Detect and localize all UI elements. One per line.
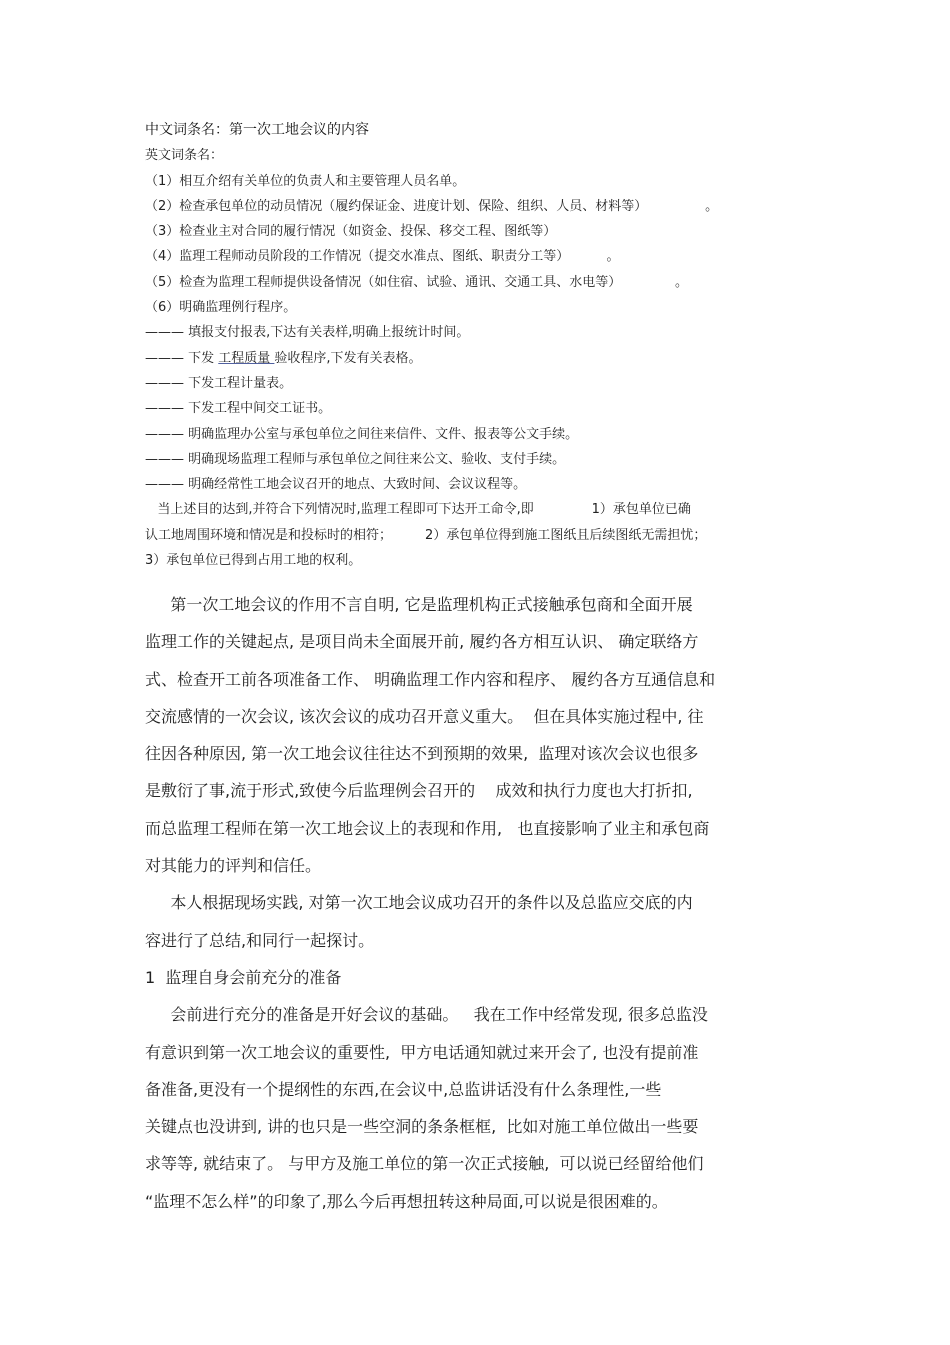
dash-item: ——— 明确经常性工地会议召开的地点、大致时间、会议议程等。: [145, 477, 527, 493]
body-line: 本人根据现场实践, 对第一次工地会议成功召开的条件以及总监应交底的内: [145, 893, 693, 913]
dash-item: ——— 明确监理办公室与承包单位之间往来信件、文件、报表等公文手续。: [145, 426, 579, 442]
body-line: 关键点也没讲到, 讲的也只是一些空洞的条条框框, 比如对施工单位做出一些要: [145, 1117, 699, 1137]
conditions-line: 认工地周围环境和情况是和投标时的相符； 2）承包单位得到施工图纸且后续图纸无需担忧；: [145, 527, 707, 543]
conditions-line: 3）承包单位已得到占用工地的权利。: [145, 553, 362, 569]
entry-title-en: 英文词条名：: [145, 148, 224, 164]
quality-link[interactable]: 工程质量: [218, 350, 275, 366]
outline-section: [145, 118, 825, 573]
body-line: 交流感情的一次会议, 该次会议的成功召开意义重大。 但在具体实施过程中, 往: [145, 706, 704, 726]
body-line: 备准备,更没有一个提纲性的东西,在会议中,总监讲话没有什么条理性,一些: [145, 1079, 662, 1099]
body-line: 监理工作的关键起点, 是项目尚未全面展开前, 履约各方相互认识、 确定联络方: [145, 632, 699, 652]
body-line: 第一次工地会议的作用不言自明, 它是监理机构正式接触承包商和全面开展: [145, 595, 693, 614]
list-item: （4）监理工程师动员阶段的工作情况（提交水准点、图纸、职责分工等） 。: [145, 249, 620, 265]
body-line: 有意识到第一次工地会议的重要性, 甲方电话通知就过来开会了, 也没有提前准: [145, 1042, 699, 1062]
section-heading: 1 监理自身会前充分的准备: [145, 967, 342, 987]
body-line: 求等等, 就结束了。 与甲方及施工单位的第一次正式接触, 可以说已经留给他们: [145, 1154, 704, 1174]
body-line: 式、检查开工前各项准备工作、 明确监理工作内容和程序、 履约各方互通信息和: [145, 669, 716, 689]
dash-item-text: 验收程序,下发有关表格。: [274, 350, 422, 366]
dash-item: [145, 346, 825, 371]
dash-item: ——— 明确现场监理工程师与承包单位之间往来公文、验收、支付手续。: [145, 451, 566, 467]
body-line: 会前进行充分的准备是开好会议的基础。 我在工作中经常发现, 很多总监没: [145, 1005, 708, 1025]
dash-item: ——— 下发工程中间交工证书。: [145, 401, 332, 417]
conditions-line: 当上述目的达到,并符合下列情况时,监理工程即可下达开工命令,即 1）承包单位已确: [145, 502, 691, 518]
list-item: （3）检查业主对合同的履行情况（如资金、投保、移交工程、图纸等）: [145, 224, 557, 240]
body-line: 而总监理工程师在第一次工地会议上的表现和作用, 也直接影响了业主和承包商: [145, 818, 710, 838]
list-item: （6）明确监理例行程序。: [145, 300, 297, 316]
body-line: 往因各种原因, 第一次工地会议往往达不到预期的效果, 监理对该次会议也很多: [145, 744, 699, 764]
list-item: （5）检查为监理工程师提供设备情况（如住宿、试验、通讯、交通工具、水电等） 。: [145, 274, 688, 290]
entry-title-cn: 中文词条名：第一次工地会议的内容: [145, 122, 369, 138]
dash-item: ——— 下发工程计量表。: [145, 375, 293, 391]
body-line: 是敷衍了事,流于形式,致使今后监理例会召开的 成效和执行力度也大打折扣,: [145, 781, 693, 801]
body-line: 容进行了总结,和同行一起探讨。: [145, 930, 375, 950]
dash-item-text: ——— 下发: [145, 350, 219, 366]
body-line: “监理不怎么样”的印象了,那么今后再想扭转这种局面,可以说是很困难的。: [145, 1191, 668, 1211]
body-line: 对其能力的评判和信任。: [145, 856, 322, 876]
list-item: （1）相互介绍有关单位的负责人和主要管理人员名单。: [145, 173, 466, 189]
dash-item: ——— 填报支付报表,下达有关表样,明确上报统计时间。: [145, 325, 470, 341]
article-body: [145, 586, 805, 1220]
list-item: （2）检查承包单位的动员情况（履约保证金、进度计划、保险、组织、人员、材料等） 。: [145, 198, 719, 214]
